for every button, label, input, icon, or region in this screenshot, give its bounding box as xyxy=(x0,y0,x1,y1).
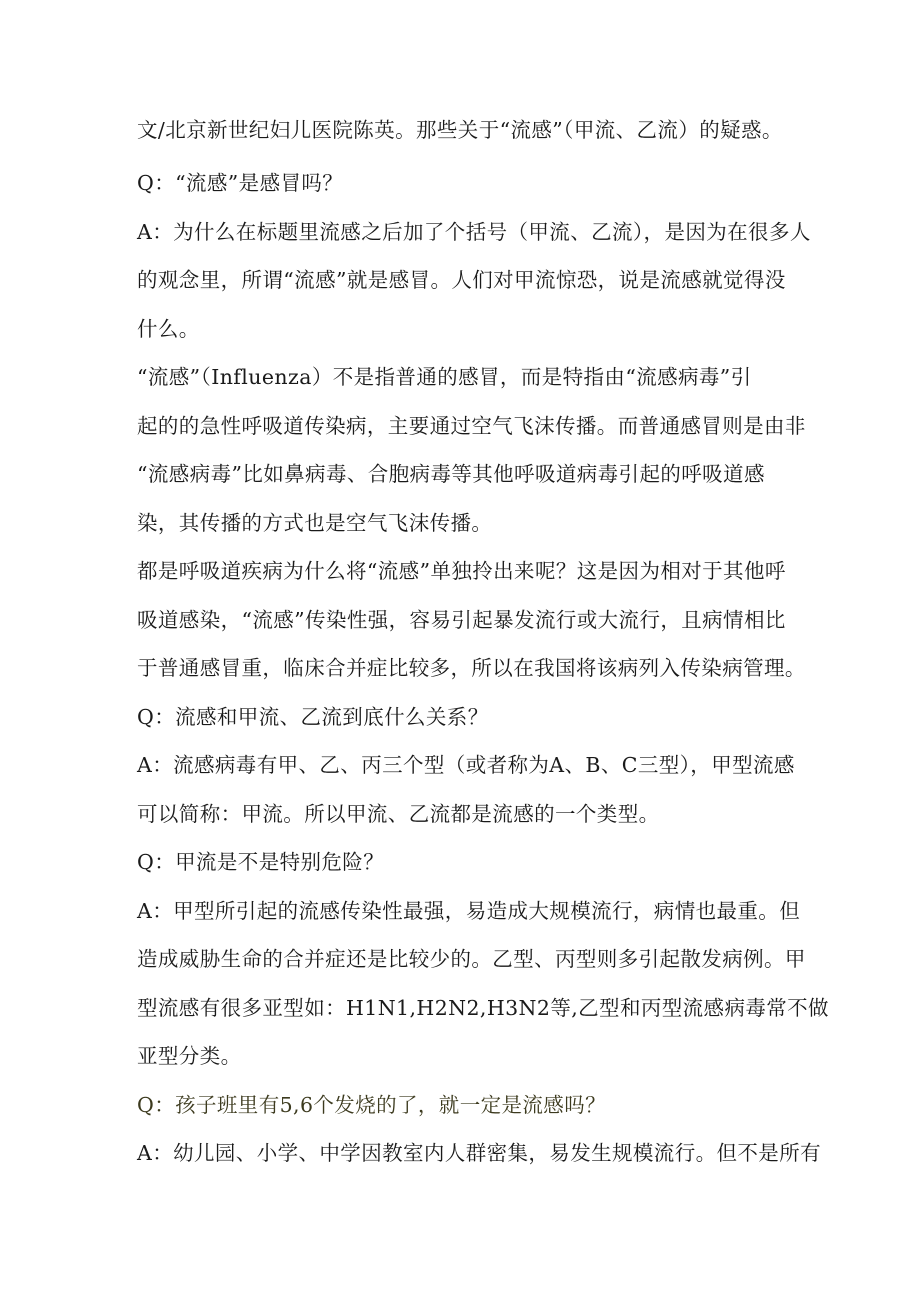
paragraph-3-line-2: 吸道感染，“流感”传染性强，容易引起暴发流行或大流行，且病情相比 xyxy=(137,608,786,632)
byline-text: 文/北京新世纪妇儿医院陈英。那些关于“流感”（甲流、乙流）的疑惑。 xyxy=(137,118,783,142)
answer-3-line-3: 型流感有很多亚型如：H1N1,H2N2,H3N2等,乙型和丙型流感病毒常不做 xyxy=(137,996,829,1020)
question-1: Q：“流感”是感冒吗？ xyxy=(137,171,344,195)
question-2: Q：流感和甲流、乙流到底什么关系？ xyxy=(137,705,489,729)
paragraph-2-line-3: “流感病毒”比如鼻病毒、合胞病毒等其他呼吸道病毒引起的呼吸道感 xyxy=(137,462,765,486)
paragraph-2-line-2: 起的的急性呼吸道传染病，主要通过空气飞沫传播。而普通感冒则是由非 xyxy=(137,414,806,438)
answer-3-line-2: 造成威胁生命的合并症还是比较少的。乙型、丙型则多引起散发病例。甲 xyxy=(137,947,806,971)
paragraph-3-line-1: 都是呼吸道疾病为什么将“流感”单独拎出来呢？这是因为相对于其他呼 xyxy=(137,559,786,583)
paragraph-2-line-4: 染，其传播的方式也是空气飞沫传播。 xyxy=(137,511,493,535)
answer-1-line-1: A：为什么在标题里流感之后加了个括号（甲流、乙流），是因为在很多人 xyxy=(137,220,811,244)
question-4: Q：孩子班里有5,6个发烧的了，就一定是流感吗？ xyxy=(137,1093,607,1117)
paragraph-2-line-1: “流感”（Influenza）不是指普通的感冒，而是特指由“流感病毒”引 xyxy=(137,365,752,389)
answer-4-line-1: A：幼儿园、小学、中学因教室内人群密集，易发生规模流行。但不是所有 xyxy=(137,1141,822,1165)
answer-3-line-4: 亚型分类。 xyxy=(137,1044,242,1068)
paragraph-3-line-3: 于普通感冒重，临床合并症比较多，所以在我国将该病列入传染病管理。 xyxy=(137,656,806,680)
answer-1-line-2: 的观念里，所谓“流感”就是感冒。人们对甲流惊恐，说是流感就觉得没 xyxy=(137,268,786,292)
question-3: Q：甲流是不是特别危险？ xyxy=(137,850,385,874)
answer-1-line-3: 什么。 xyxy=(137,317,200,341)
answer-2-line-1: A：流感病毒有甲、乙、丙三个型（或者称为A、B、C三型），甲型流感 xyxy=(137,753,795,777)
answer-3-line-1: A：甲型所引起的流感传染性最强，易造成大规模流行，病情也最重。但 xyxy=(137,899,801,923)
answer-2-line-2: 可以简称：甲流。所以甲流、乙流都是流感的一个类型。 xyxy=(137,802,660,826)
